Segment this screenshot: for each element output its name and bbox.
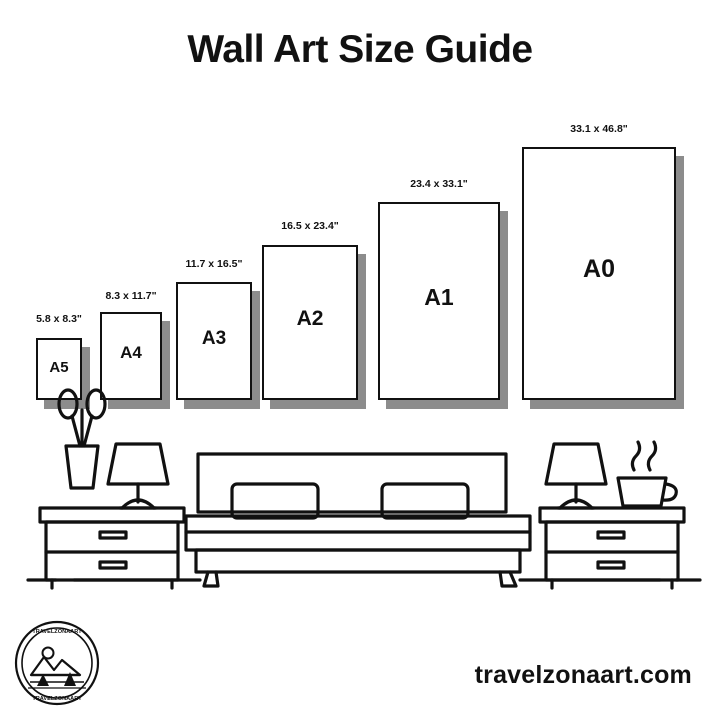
right-nightstand: [540, 508, 684, 588]
bed-illustration: [186, 454, 530, 586]
poster-dimension-label: 11.7 x 16.5": [185, 258, 243, 270]
mountain-sun-tree-badge: [28, 648, 86, 689]
right-table-lamp-icon: [546, 444, 606, 508]
left-table-lamp-icon: [108, 444, 168, 508]
poster-dimension-label: 5.8 x 8.3": [36, 313, 82, 325]
poster-frame: [262, 245, 358, 400]
website-url: travelzonaart.com: [474, 661, 692, 689]
poster-size-name: A3: [201, 328, 227, 349]
poster-frame: [522, 147, 676, 400]
poster-dimension-label: 8.3 x 11.7": [105, 290, 157, 302]
poster-dimension-label: 16.5 x 23.4": [281, 220, 339, 232]
brand-logo: [14, 620, 100, 706]
bedroom-scene-illustration: [0, 380, 720, 610]
poster-item-a3: [176, 250, 252, 400]
page-title: Wall Art Size Guide: [187, 28, 533, 71]
left-nightstand: [40, 508, 184, 588]
coffee-cup-icon: [618, 442, 676, 506]
poster-item-a0: [522, 115, 676, 400]
poster-size-name: A4: [120, 343, 142, 362]
poster-dimension-label: 33.1 x 46.8": [570, 123, 628, 135]
poster-size-name: A1: [424, 284, 454, 310]
poster-size-name: A0: [583, 255, 615, 283]
poster-size-name: A2: [296, 307, 324, 330]
poster-dimension-label: 23.4 x 33.1": [410, 178, 468, 190]
poster-item-a1: [378, 170, 500, 400]
poster-size-name: A5: [49, 359, 69, 376]
poster-frame: [378, 202, 500, 400]
logo-ring-text-top: TRAVELZONAART: [32, 629, 82, 635]
poster-item-a2: [262, 212, 358, 400]
poster-size-row: [0, 110, 720, 400]
plant-decor-icon: [59, 390, 105, 488]
logo-ring-text-bottom: TRAVELZONAART: [32, 696, 82, 702]
